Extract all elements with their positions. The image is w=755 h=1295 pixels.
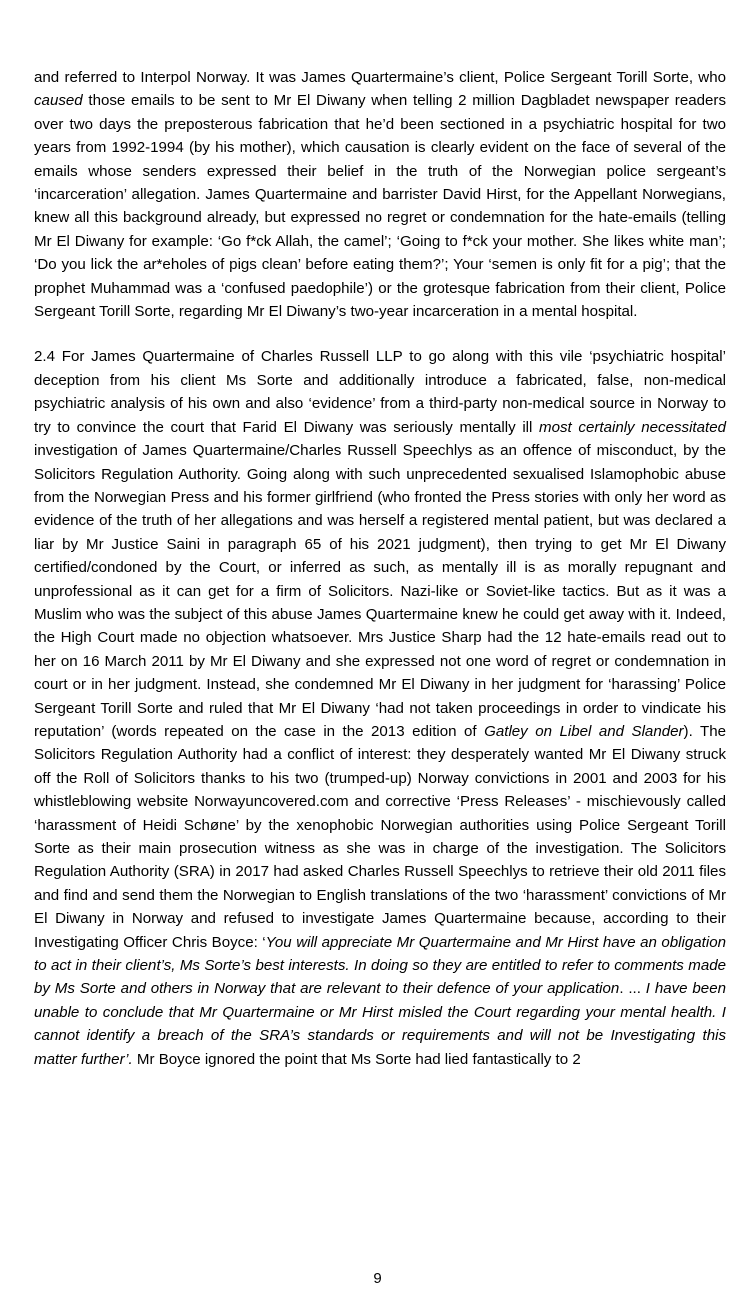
emphasis-text: most certainly necessitated bbox=[539, 418, 727, 436]
paragraph-2-4 bbox=[34, 345, 726, 1071]
text-run: . ... bbox=[619, 980, 646, 998]
text-run: investigation of James Quartermaine/Charles Russell Speechlys as an offence of misconduct, by the Solicitors Regulation Authority. Going along with such unprecedented sexualised Islamophobic abuse from the Norwegian Press and his former girlfriend (who fronted the Press stories with only her word as evidence of the truth of her allegations and was herself a registered mental patient, but was declared a liar by Mr Justice Saini in paragraph 65 of his 2021 judgment), then trying to get Mr El Diwany certified/condoned by the Court, or inferred as such, as mentally ill is as morally repugnant and unprofessional as it can get for a firm of Solicitors. Nazi-like or Soviet-like tactics. But as it was a Muslim who was the subject of this abuse James Quartermaine knew he could get away with it. Indeed, the High Court made no objection whatsoever. Mrs Justice Sharp had the 12 hate-emails read out to her on 16 March 2011 by Mr El Diwany and she expressed not one word of regret or condemnation in court or in her judgment. Instead, she condemned Mr El Diwany in her judgment for ‘harassing’ Police Sergeant Torill Sorte and ruled that Mr El Diwany ‘had not taken proceedings in order to vindicate his reputation’ (words repeated on the case in the 2013 edition of bbox=[34, 442, 726, 740]
quoted-text: You will appreciate Mr Quartermaine and Mr Hirst have an obligation to act in their client’s, Ms Sorte’s best interests. In doing so they are entitled to refer to comments made by Ms Sorte and others in Norway that are relevant to their defence of your application bbox=[34, 933, 727, 998]
page-number: 9 bbox=[373, 1270, 382, 1287]
text-run: Mr Boyce ignored the point that Ms Sorte had lied fantastically to 2 bbox=[132, 1050, 581, 1068]
quoted-text: I have been unable to conclude that Mr Quartermaine or Mr Hirst misled the Court regarding your mental health. I cannot identify a breach of the SRA’s standards or requirements and will not be Investigating this matter further’. bbox=[34, 980, 726, 1068]
text-run: 2.4 For James Quartermaine of Charles Russell LLP to go along with this vile ‘psychiatric hospital’ deception from his client Ms Sorte and additionally introduce a fabricated, false, non-medical psychiatric analysis of his own and also ‘evidence’ from a third-party non-medical source in Norway to try to convince the court that Farid El Diwany was seriously mentally ill bbox=[34, 348, 726, 436]
paragraph bbox=[34, 66, 726, 323]
document-body bbox=[34, 66, 726, 1071]
book-title: Gatley on Libel and Slander bbox=[484, 722, 684, 740]
emphasis-text: caused bbox=[34, 92, 83, 110]
text-run: and referred to Interpol Norway. It was James Quartermaine’s client, Police Sergeant Torill Sorte, who bbox=[34, 69, 726, 86]
text-run: ). The Solicitors Regulation Authority had a conflict of interest: they desperately wanted Mr El Diwany struck off the Roll of Solicitors thanks to his two (trumped-up) Norway convictions in 2001 and 2003 for his whistleblowing website Norwayuncovered.com and corrective ‘Press Releases’ - mischievously called ‘harassment of Heidi Schøne’ by the xenophobic Norwegian authorities using Police Sergeant Torill Sorte as their main prosecution witness as she was in charge of the investigation. The Solicitors Regulation Authority (SRA) in 2017 had asked Charles Russell Speechlys to retrieve their old 2011 files and find and send them the Norwegian to English translations of the two ‘harassment’ convictions of Mr El Diwany in Norway and refused to investigate James Quartermaine because, according to their Investigating Officer Chris Boyce: ‘ bbox=[34, 722, 726, 951]
text-run: those emails to be sent to Mr El Diwany when telling 2 million Dagbladet newspaper readers over two days the preposterous fabrication that he’d been sectioned in a psychiatric hospital for two years from 1992-1994 (by his mother), which causation is clearly evident on the face of several of the emails whose senders expressed their belief in the truth of the Norwegian police sergeant’s ‘incarceration’ allegation. James Quartermaine and barrister David Hirst, for the Appellant Norwegians, knew all this background already, but expressed no regret or condemnation for the hate-emails (telling Mr El Diwany for example: ‘Go f*ck Allah, the camel’; ‘Going to f*ck your mother. She likes white man’; ‘Do you lick the ar*eholes of pigs clean’ before eating them?’; Your ‘semen is only fit for a pig’; that the prophet Muhammad was a ‘confused paedophile’) or the grotesque fabrication from their client, Police Sergeant Torill Sorte, regarding Mr El Diwany’s two-year incarceration in a mental hospital. bbox=[34, 92, 726, 321]
